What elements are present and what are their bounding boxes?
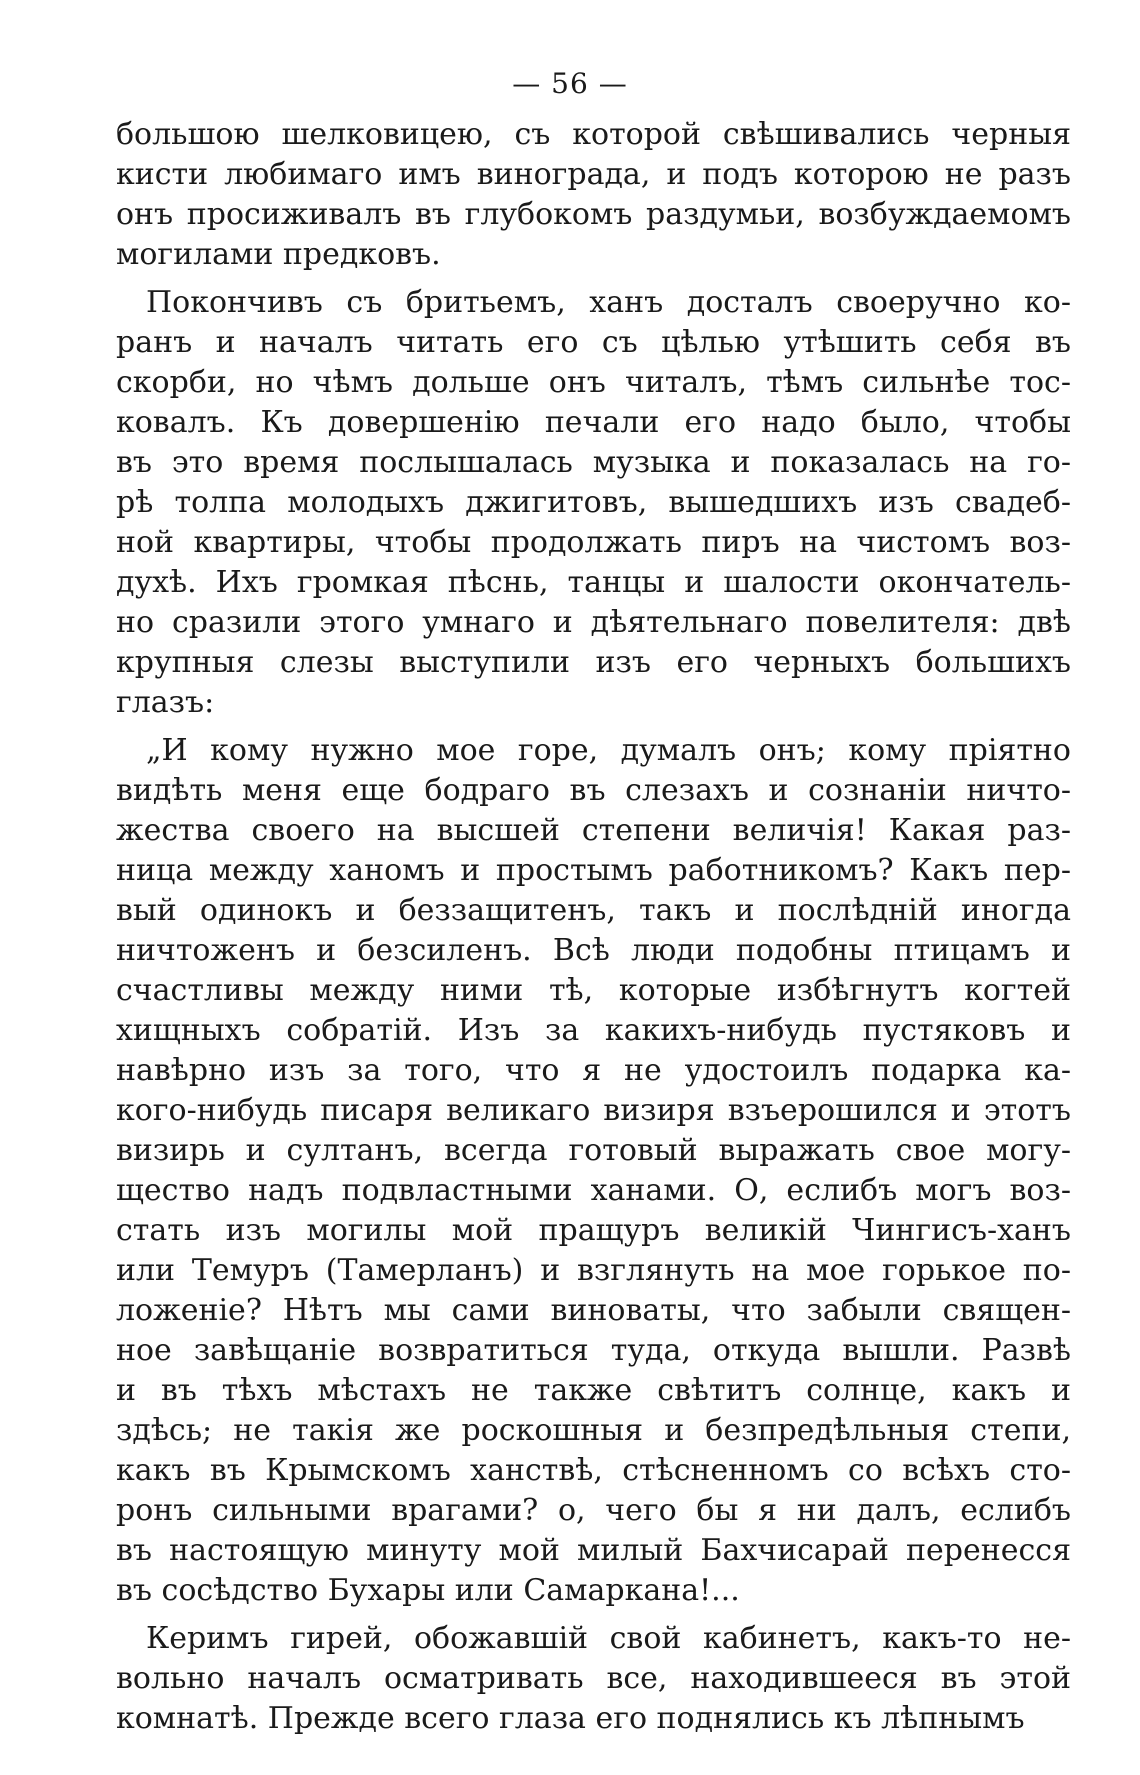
text-line: духѣ. Ихъ громкая пѣснь, танцы и шалости окончатель- — [116, 565, 1071, 600]
text-line: въ сосѣдство Бухары или Самаркана!... — [116, 1573, 740, 1608]
text-line: здѣсь; не такія же роскошныя и безпредѣльныя степи, — [116, 1413, 1071, 1448]
body-text — [116, 115, 1071, 1739]
text-line: или Темуръ (Тамерланъ) и взглянуть на мое горькое по- — [116, 1253, 1071, 1288]
text-line: хищныхъ собратій. Изъ за какихъ-нибудь пустяковъ и — [116, 1013, 1071, 1048]
text-line: скорби, но чѣмъ дольше онъ читалъ, тѣмъ сильнѣе тос- — [116, 365, 1071, 400]
text-line: ложеніе? Нѣтъ мы сами виноваты, что забыли священ- — [116, 1293, 1071, 1328]
text-line: Керимъ гирей, обожавшій свой кабинетъ, какъ-то не- — [146, 1621, 1071, 1656]
text-line: вый одинокъ и беззащитенъ, такъ и послѣдній иногда — [116, 893, 1071, 928]
text-line: въ это время послышалась музыка и показалась на го- — [116, 445, 1071, 480]
text-line: счастливы между ними тѣ, которые избѣгнутъ когтей — [116, 973, 1071, 1008]
text-line: какъ въ Крымскомъ ханствѣ, стѣсненномъ со всѣхъ сто- — [116, 1453, 1071, 1488]
text-line: и въ тѣхъ мѣстахъ не также свѣтитъ солнце, какъ и — [116, 1373, 1071, 1408]
text-line: видѣть меня еще бодраго въ слезахъ и сознаніи ничто- — [116, 773, 1071, 808]
text-line: въ настоящую минуту мой милый Бахчисарай перенесся — [116, 1533, 1071, 1568]
text-line: Покончивъ съ бритьемъ, ханъ досталъ своеручно ко- — [146, 285, 1071, 320]
text-line: „И кому нужно мое горе, думалъ онъ; кому пріятно — [146, 733, 1071, 768]
text-line: ранъ и началъ читать его съ цѣлью утѣшить себя въ — [116, 325, 1071, 360]
text-line: кого-нибудь писаря великаго визиря взъерошился и этотъ — [116, 1093, 1071, 1128]
text-line: стать изъ могилы мой пращуръ великій Чингисъ-ханъ — [116, 1213, 1071, 1248]
text-line: ной квартиры, чтобы продолжать пиръ на чистомъ воз- — [116, 525, 1071, 560]
text-line: большою шелковицею, съ которой свѣшивались черныя — [116, 117, 1071, 152]
text-line: могилами предковъ. — [116, 237, 441, 272]
text-line: визирь и султанъ, всегда готовый выражать свое могу- — [116, 1133, 1071, 1168]
text-line: онъ просиживалъ въ глубокомъ раздумьи, возбуждаемомъ — [116, 197, 1071, 232]
text-line: навѣрно изъ за того, что я не удостоилъ подарка ка- — [116, 1053, 1071, 1088]
text-line: ковалъ. Къ довершенію печали его надо было, чтобы — [116, 405, 1071, 440]
text-line: щество надъ подвластными ханами. О, еслибъ могъ воз- — [116, 1173, 1071, 1208]
text-line: глазъ: — [116, 685, 215, 720]
text-line: ница между ханомъ и простымъ работникомъ? Какъ пер- — [116, 853, 1071, 888]
text-line: комнатѣ. Прежде всего глаза его поднялись къ лѣпнымъ — [116, 1701, 1025, 1736]
text-line: ронъ сильными врагами? о, чего бы я ни далъ, еслибъ — [116, 1493, 1071, 1528]
text-line: жества своего на высшей степени величія! Какая раз- — [116, 813, 1071, 848]
paragraph-gap — [116, 723, 1071, 731]
text-line: крупныя слезы выступили изъ его черныхъ большихъ — [116, 645, 1071, 680]
paragraph-gap — [116, 275, 1071, 283]
page-number: — 56 — — [512, 67, 628, 100]
text-line: ничтоженъ и безсиленъ. Всѣ люди подобны птицамъ и — [116, 933, 1071, 968]
paragraph-gap — [116, 1611, 1071, 1619]
text-line: вольно началъ осматривать все, находившееся въ этой — [116, 1661, 1071, 1696]
text-line: но сразили этого умнаго и дѣятельнаго повелителя: двѣ — [116, 605, 1071, 640]
text-line: кисти любимаго имъ винограда, и подъ которою не разъ — [116, 157, 1071, 192]
text-line: рѣ толпа молодыхъ джигитовъ, вышедшихъ изъ свадеб- — [116, 485, 1071, 520]
text-line: ное завѣщаніе возвратиться туда, откуда вышли. Развѣ — [116, 1333, 1071, 1368]
